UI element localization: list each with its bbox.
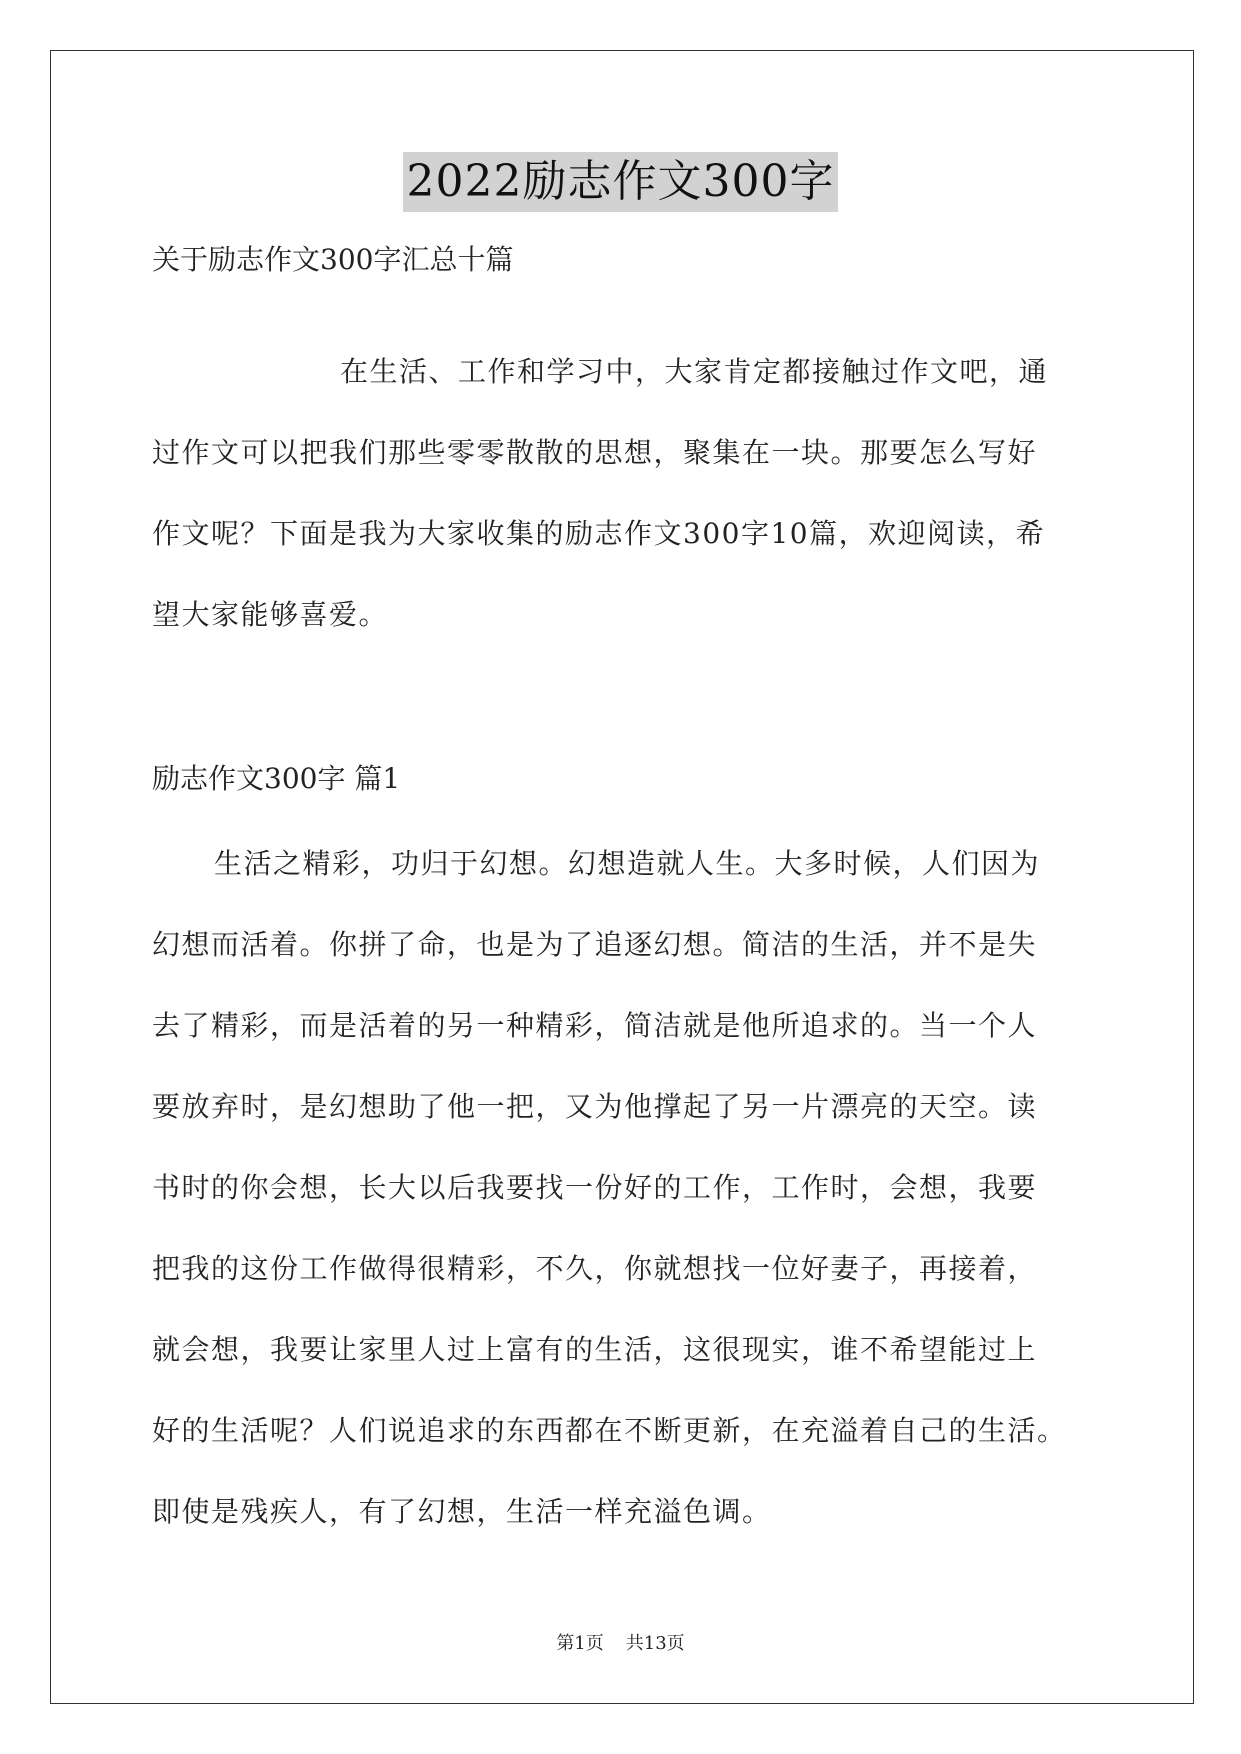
page-footer [0, 1632, 1241, 1656]
section-heading: 励志作文300字 篇1 [152, 762, 401, 795]
body-line: 幻想而活着。你拼了命，也是为了追逐幻想。简洁的生活，并不是失 [152, 928, 1038, 961]
body-line: 好的生活呢？人们说追求的东西都在不断更新，在充溢着自己的生活。 [152, 1414, 1067, 1447]
intro-paragraph [152, 331, 1088, 655]
body-line: 把我的这份工作做得很精彩，不久，你就想找一位好妻子，再接着， [152, 1252, 1038, 1285]
page-number: 第1页 [556, 1633, 604, 1654]
intro-line: 过作文可以把我们那些零零散散的思想，聚集在一块。那要怎么写好 [152, 436, 1038, 469]
body-line: 书时的你会想，长大以后我要找一份好的工作，工作时，会想，我要 [152, 1171, 1038, 1204]
title-container [0, 152, 1241, 212]
total-pages: 共13页 [625, 1633, 685, 1654]
intro-line: 在生活、工作和学习中，大家肯定都接触过作文吧，通 [340, 355, 1049, 388]
body-line: 即使是残疾人，有了幻想，生活一样充溢色调。 [152, 1495, 772, 1528]
body-line: 去了精彩，而是活着的另一种精彩，简洁就是他所追求的。当一个人 [152, 1009, 1038, 1042]
body-line: 就会想，我要让家里人过上富有的生活，这很现实，谁不希望能过上 [152, 1333, 1038, 1366]
intro-line: 作文呢？下面是我为大家收集的励志作文300字10篇，欢迎阅读，希 [152, 517, 1046, 550]
section-body-paragraph [152, 823, 1088, 1552]
document-subtitle: 关于励志作文300字汇总十篇 [152, 243, 514, 276]
body-line: 生活之精彩，功归于幻想。幻想造就人生。大多时候，人们因为 [214, 847, 1041, 880]
document-title: 2022励志作文300字 [403, 152, 839, 212]
intro-line: 望大家能够喜爱。 [152, 598, 389, 631]
body-line: 要放弃时，是幻想助了他一把，又为他撑起了另一片漂亮的天空。读 [152, 1090, 1038, 1123]
